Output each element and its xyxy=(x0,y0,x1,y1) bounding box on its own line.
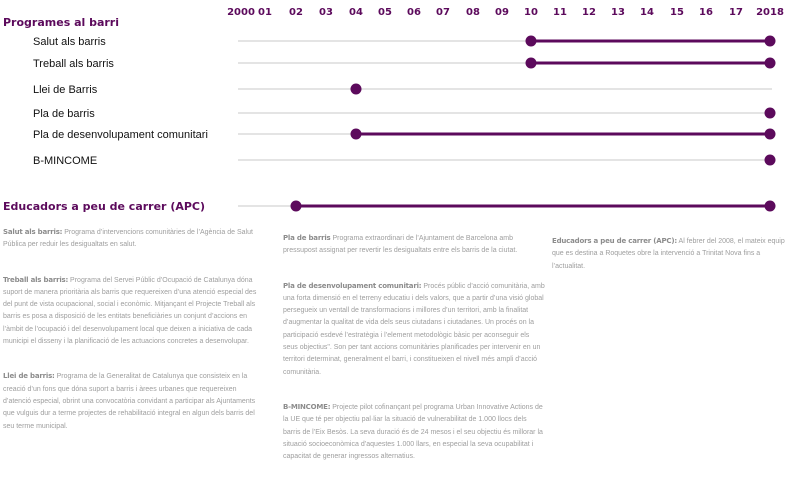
note-paragraph xyxy=(552,235,792,273)
year-tick-label: 01 xyxy=(258,7,272,18)
year-tick-label: 06 xyxy=(407,7,421,18)
year-tick-label: 2018 xyxy=(756,7,784,18)
program-end-point xyxy=(765,129,776,140)
notes-column-3 xyxy=(552,235,792,295)
program-start-point xyxy=(291,201,302,212)
timeline-chart xyxy=(0,0,800,222)
note-paragraph xyxy=(283,401,545,463)
program-start-point xyxy=(765,108,776,119)
note-text: Programa del Servei Públic d’Ocupació de Catalunya dóna suport de manera prioritària als barris que requereixen d’una atenció especial des del punt de vista ocupacional, social i econòmic. Mitjançant el Projecte Treball als barris es posa a disposició de les entitats beneficiàries un conjunt d’accions en l’àmbit de l’ocupació i del desenvolupament local que deixen a iniciativa de cada municipi el disseny i la planificació de les actuacions concretes a desenvolupar. xyxy=(3,276,257,346)
year-tick-label: 10 xyxy=(524,7,538,18)
note-text: Procés públic d’acció comunitària, amb una forta dimensió en el terreny educatiu i dels valors, que a partir d’una visió global persegueix un ventall de transformacions i millores d’un territori, amb la finalitat d’augmentar la qualitat de vida dels seus ciutadans i ciutadanes. Un procés on la participació esdevé l’estratègia i l’element metodològic bàsic per aconseguir els seus objectius". Son per tant accions comunitàries planificades per intervenir en un territori determinat, generalment el barri, i constitueixen el nivell més ampli d’acció comunitària. xyxy=(283,282,545,376)
year-tick-label: 03 xyxy=(319,7,333,18)
note-paragraph xyxy=(3,226,265,252)
notes-column-1 xyxy=(3,226,265,455)
note-paragraph xyxy=(283,232,545,258)
program-end-point xyxy=(765,58,776,69)
note-paragraph xyxy=(3,274,265,349)
note-text: Projecte pilot cofinançant pel programa Urban Innovative Actions de la UE que té per objectiu pal·liar la situació de vulnerabilitat de 1.000 llocs dels barris de l’Eix Besòs. La seva duració és de 24 mesos i el seu objectiu és millorar la situació socioeconòmica d’aquestes 1.000 llars, en especial la seva ocupabilitat i capacitat de generar ingressos alternatius. xyxy=(283,403,543,461)
note-title: Pla de desenvolupament comunitari: xyxy=(283,281,422,290)
year-tick-label: 15 xyxy=(670,7,684,18)
year-tick-label: 05 xyxy=(378,7,392,18)
program-end-point xyxy=(765,36,776,47)
program-label: Treball als barris xyxy=(33,58,114,70)
year-tick-label: 11 xyxy=(553,7,567,18)
notes-column-2 xyxy=(283,232,545,485)
program-start-point xyxy=(351,129,362,140)
program-label: Llei de Barris xyxy=(33,84,98,96)
note-text: Programa de la Generalitat de Catalunya que consisteix en la creació d’un fons que dóna suport a barris i àrees urbanes que requereixen d’atenció especial, obrint una convocatòria convidant a participar als Ajuntaments que vulguis dur a terme projectes de rehabilitació integral en algun dels barris del seu terme municipal. xyxy=(3,373,256,430)
note-title: Llei de barris: xyxy=(3,372,55,381)
program-start-point xyxy=(351,84,362,95)
year-tick-label: 12 xyxy=(582,7,596,18)
program-label: Educadors a peu de carrer (APC) xyxy=(3,200,206,213)
note-title: Treball als barris: xyxy=(3,275,69,284)
note-text: Programa extraordinari de l’Ajuntament de Barcelona amb pressupost assignat per revertir les desigualtats entre els barris de la ciutat. xyxy=(283,235,518,255)
year-tick-label: 2000 xyxy=(227,7,255,18)
year-tick-label: 14 xyxy=(640,7,654,18)
note-title: Pla de barris xyxy=(283,234,331,242)
program-start-point xyxy=(526,36,537,47)
note-paragraph xyxy=(283,280,545,379)
program-end-point xyxy=(765,201,776,212)
note-paragraph xyxy=(3,370,265,432)
program-label: Salut als barris xyxy=(33,36,106,48)
program-label: B-MINCOME xyxy=(33,155,98,167)
section-label: Programes al barri xyxy=(3,16,120,29)
note-text: Programa d’intervencions comunitàries de l’Agència de Salut Pública per reduir les desigualtats en salut. xyxy=(3,229,253,249)
note-title: Educadors a peu de carrer (APC): xyxy=(552,237,677,245)
note-title: B-MINCOME: xyxy=(283,402,331,411)
year-tick-label: 17 xyxy=(729,7,743,18)
year-tick-label: 16 xyxy=(699,7,713,18)
year-tick-label: 04 xyxy=(349,7,363,18)
year-tick-label: 13 xyxy=(611,7,625,18)
program-label: Pla de desenvolupament comunitari xyxy=(33,129,208,141)
program-label: Pla de barris xyxy=(33,108,95,120)
year-tick-label: 02 xyxy=(289,7,303,18)
note-title: Salut als barris: xyxy=(3,228,63,236)
year-tick-label: 08 xyxy=(466,7,480,18)
program-start-point xyxy=(765,155,776,166)
note-text: Al febrer del 2008, el mateix equip que es destina a Roquetes obre la intervenció a Trinitat Nova fins a l’actualitat. xyxy=(552,238,785,270)
program-start-point xyxy=(526,58,537,69)
year-tick-label: 09 xyxy=(495,7,509,18)
year-tick-label: 07 xyxy=(436,7,450,18)
